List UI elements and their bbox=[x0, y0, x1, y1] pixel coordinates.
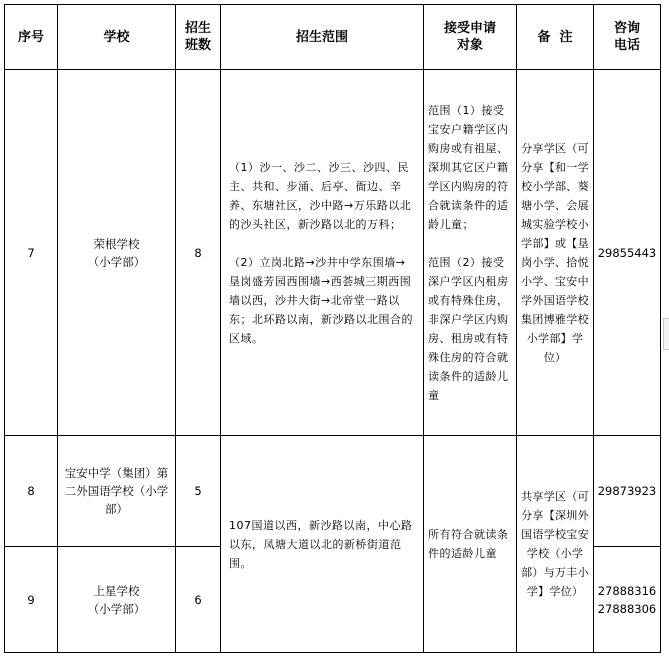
row-phone: 29855443 bbox=[594, 70, 661, 436]
scope-paragraph-2: （2）立岗北路→沙井中学东围墙→垦岗盛芳园西围墙→西荟城三期西围墙以西，沙井大街→北帝堂一路以东；北环路以南，新沙路以北围合的区域。 bbox=[229, 255, 413, 345]
phone-line-1: 27888316 bbox=[597, 583, 657, 598]
row-no: 7 bbox=[5, 70, 58, 436]
header-target-text: 接受申请对象 bbox=[443, 21, 496, 53]
row-school: 上星学校 （小学部） bbox=[58, 547, 176, 653]
header-no: 序号 bbox=[5, 5, 58, 70]
row-classes: 5 bbox=[176, 436, 221, 547]
row-school: 荣根学校 （小学部） bbox=[58, 70, 176, 436]
admission-table bbox=[4, 4, 661, 653]
header-phone bbox=[594, 5, 661, 70]
header-target bbox=[424, 5, 517, 70]
row-classes: 8 bbox=[176, 70, 221, 436]
header-classes-text: 招生班数 bbox=[184, 21, 211, 53]
table-row bbox=[5, 70, 661, 436]
header-classes bbox=[176, 5, 221, 70]
header-school: 学校 bbox=[58, 5, 176, 70]
row-school bbox=[58, 436, 176, 547]
target-paragraph-1: 范围（1）接受宝安户籍学区内购房或有祖屋、深圳其它区户籍学区内购房的符合就读条件的适龄儿童； bbox=[428, 103, 509, 231]
row-target bbox=[424, 70, 517, 436]
row-no: 8 bbox=[5, 436, 58, 547]
shared-scope: 107国道以西，新沙路以南，中心路以东，凤塘大道以北的新桥街道范围。 bbox=[221, 436, 424, 653]
phone-line-2: 27888306 bbox=[597, 601, 657, 616]
table-row bbox=[5, 436, 661, 547]
row-school-text: 宝安中学（集团）第二外国语学校（小学部） bbox=[64, 466, 169, 516]
target-paragraph-2: 范围（2）接受深户学区内租房或有特殊住房，非深户学区内购房、租房或有特殊住房的符合就读条件的适龄儿童 bbox=[428, 255, 509, 402]
header-phone-text: 咨询电话 bbox=[613, 21, 640, 53]
side-scroll-handle[interactable] bbox=[663, 318, 669, 350]
row-classes: 6 bbox=[176, 547, 221, 653]
header-remark: 备 注 bbox=[517, 5, 594, 70]
row-phone bbox=[594, 547, 661, 653]
row-scope bbox=[221, 70, 424, 436]
row-remark: 分享学区（可分享【和一学校小学部、葵塘小学、会展城实验学校小学部】或【垦岗小学、拾悦小学、宝安中学外国语学校集团博雅学校小学部】学位） bbox=[517, 70, 594, 436]
shared-target: 所有符合就读条件的适龄儿童 bbox=[424, 436, 517, 653]
header-scope: 招生范围 bbox=[221, 5, 424, 70]
row-no: 9 bbox=[5, 547, 58, 653]
scope-paragraph-1: （1）沙一、沙二、沙三、沙四、民主、共和、步涌、后亭、衙边、辛养、东塘社区，沙中路→万乐路以北的沙头社区，新沙路以北的万科； bbox=[229, 160, 412, 231]
shared-remark: 共享学区（可分享【深圳外国语学校宝安学校（小学部）与万丰小学】学位） bbox=[517, 436, 594, 653]
row-phone: 29873923 bbox=[594, 436, 661, 547]
header-row bbox=[5, 5, 661, 70]
